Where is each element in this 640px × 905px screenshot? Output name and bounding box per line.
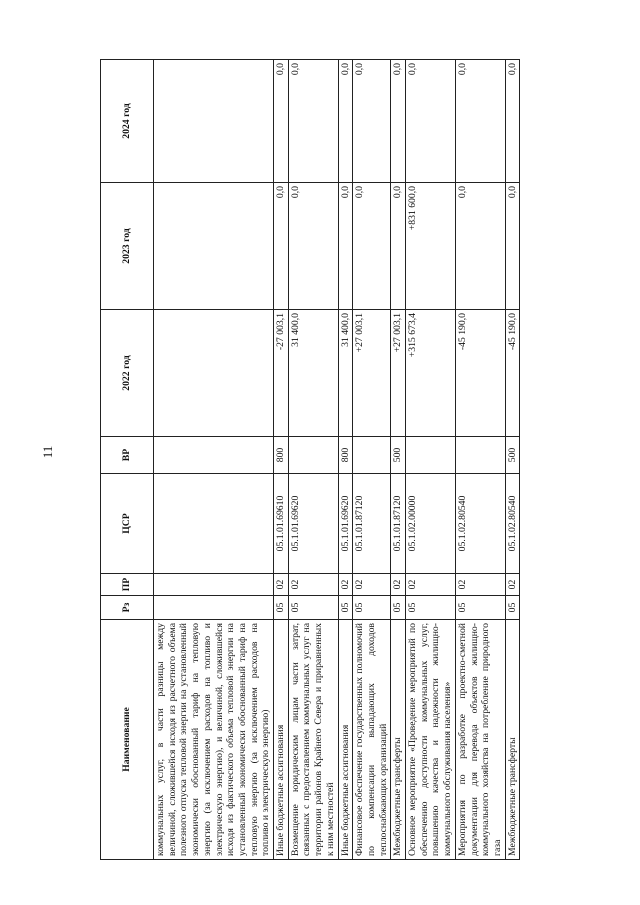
page-number: 11: [40, 445, 55, 459]
table-row: [391, 60, 406, 860]
row-pr: 02: [455, 574, 505, 596]
row-2023: 0,0: [391, 183, 406, 310]
table-row: [353, 60, 391, 860]
row-2024: 0,0: [505, 60, 520, 183]
row-2022: [154, 310, 274, 437]
row-vr: [154, 437, 274, 474]
row-csr: 05.1.01.87120: [353, 474, 391, 574]
row-2024: 0,0: [274, 60, 289, 183]
row-2024: 0,0: [338, 60, 353, 183]
row-csr: 05.1.01.69620: [288, 474, 338, 574]
row-name: Мероприятия по разработке проектно-сметной документации для перевода объектов жилищно-коммунального хозяйства на потребление природного газа: [455, 620, 505, 860]
row-2024: 0,0: [455, 60, 505, 183]
row-pr: 02: [406, 574, 456, 596]
table-row: [505, 60, 520, 860]
row-name: Межбюджетные трансферты: [505, 620, 520, 860]
row-2022: 31 400,0: [288, 310, 338, 437]
row-vr: [406, 437, 456, 474]
row-pr: 02: [353, 574, 391, 596]
row-rz: 05: [353, 596, 391, 620]
row-2022: +27 003,1: [353, 310, 391, 437]
row-2023: 0,0: [455, 183, 505, 310]
row-2024: 0,0: [288, 60, 338, 183]
row-name: Межбюджетные трансферты: [391, 620, 406, 860]
row-2022: -45 190,0: [505, 310, 520, 437]
row-pr: 02: [288, 574, 338, 596]
header-2022: 2022 год: [101, 310, 154, 437]
row-2024: 0,0: [391, 60, 406, 183]
row-2022: +315 673,4: [406, 310, 456, 437]
row-pr: 02: [274, 574, 289, 596]
row-2023: 0,0: [288, 183, 338, 310]
row-csr: 05.1.01.87120: [391, 474, 406, 574]
header-pr: ПР: [101, 574, 154, 596]
table-row: [406, 60, 456, 860]
row-rz: 05: [406, 596, 456, 620]
row-2024: [154, 60, 274, 183]
row-vr: 800: [338, 437, 353, 474]
row-2024: 0,0: [406, 60, 456, 183]
row-rz: 05: [288, 596, 338, 620]
row-name: Основное мероприятие «Проведение мероприятий по обеспечению доступности коммунальных услуг, повышению качества и надежности жилищно-коммунального обслуживания населения»: [406, 620, 456, 860]
table-row: [455, 60, 505, 860]
row-name: Возмещение юридическим лицам части затрат, связанных с предоставлением коммунальных услуг на территории районов Крайнего Севера и приравненных к ним местностей: [288, 620, 338, 860]
row-2022: -27 003,1: [274, 310, 289, 437]
header-2023: 2023 год: [101, 183, 154, 310]
row-vr: [353, 437, 391, 474]
row-name: коммунальных услуг, в части разницы между величиной, сложившейся исходя из расчетного объема полезного отпуска тепловой энергии на установленный экономически обоснованный тариф на тепловую энергию (за исключением расходов на топливо и электрическую энергию), и величиной, сложившейся исходя из фактического объема тепловой энергии на установленный экономически обоснованный тариф на тепловую энергию (за исключением расходов на топливо и электрическую энергию): [154, 620, 274, 860]
row-name: Иные бюджетные ассигнования: [338, 620, 353, 860]
row-vr: 800: [274, 437, 289, 474]
table-row: [338, 60, 353, 860]
header-rz: Рз: [101, 596, 154, 620]
row-pr: 02: [391, 574, 406, 596]
row-rz: 05: [391, 596, 406, 620]
header-vr: ВР: [101, 437, 154, 474]
header-row: [101, 60, 154, 860]
row-name: Иные бюджетные ассигнования: [274, 620, 289, 860]
row-pr: [154, 574, 274, 596]
header-2024: 2024 год: [101, 60, 154, 183]
row-pr: 02: [505, 574, 520, 596]
row-2023: +831 600,0: [406, 183, 456, 310]
row-vr: 500: [391, 437, 406, 474]
row-rz: 05: [274, 596, 289, 620]
row-rz: 05: [455, 596, 505, 620]
row-name: Финансовое обеспечение государственных полномочий по компенсации выпадающих доходов теплоснабжающих организаций: [353, 620, 391, 860]
row-csr: 05.1.01.69610: [274, 474, 289, 574]
row-2023: 0,0: [505, 183, 520, 310]
row-csr: [154, 474, 274, 574]
row-2023: 0,0: [274, 183, 289, 310]
budget-table: [100, 59, 520, 860]
table-row: [274, 60, 289, 860]
row-vr: [288, 437, 338, 474]
row-2024: 0,0: [353, 60, 391, 183]
row-csr: 05.1.02.80540: [505, 474, 520, 574]
row-rz: 05: [505, 596, 520, 620]
row-rz: [154, 596, 274, 620]
row-2022: +27 003,1: [391, 310, 406, 437]
row-pr: 02: [338, 574, 353, 596]
header-csr: ЦСР: [101, 474, 154, 574]
row-2022: 31 400,0: [338, 310, 353, 437]
row-rz: 05: [338, 596, 353, 620]
row-2022: -45 190,0: [455, 310, 505, 437]
header-name: Наименование: [101, 620, 154, 860]
rotated-table-container: [100, 60, 640, 860]
row-csr: 05.1.01.69620: [338, 474, 353, 574]
table-row: [154, 60, 274, 860]
row-vr: [455, 437, 505, 474]
row-vr: 500: [505, 437, 520, 474]
row-csr: 05.1.02.00000: [406, 474, 456, 574]
table-row: [288, 60, 338, 860]
row-2023: [154, 183, 274, 310]
row-csr: 05.1.02.80540: [455, 474, 505, 574]
row-2023: 0,0: [338, 183, 353, 310]
row-2023: 0,0: [353, 183, 391, 310]
